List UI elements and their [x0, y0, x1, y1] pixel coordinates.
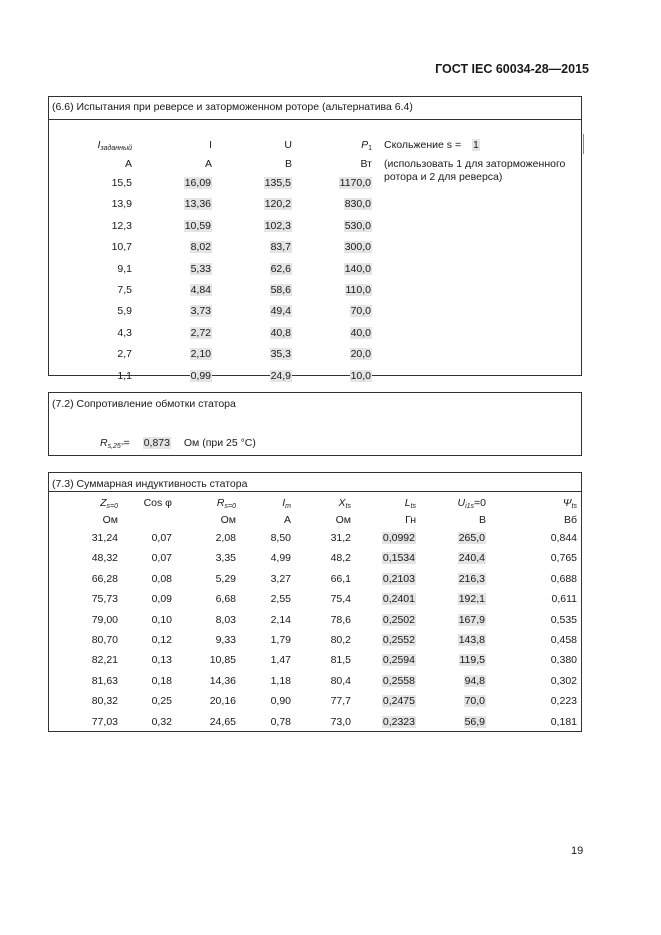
cell-7-3-value: 9,33: [215, 634, 236, 646]
cell-6-6: [170, 348, 212, 360]
cell-7-3-value: 73,0: [330, 715, 351, 728]
cell-7-3-value: 0,535: [550, 613, 577, 626]
cell-7-3: [507, 675, 577, 687]
section-6-6-side-rule: [583, 134, 584, 154]
cell-6-6-value: 70,0: [350, 305, 371, 318]
section-7-3-title-rule: [48, 491, 581, 492]
cell-7-3-value: 2,14: [270, 613, 291, 626]
cell-7-3-value: 3,27: [270, 572, 291, 585]
cell-6-6: [170, 305, 212, 317]
cell-6-6-value: 2,10: [190, 348, 211, 361]
cell-6-6: [330, 305, 372, 317]
cell-7-3-value: 1,18: [270, 674, 291, 687]
col-header-7-3: Cos φ: [143, 497, 172, 509]
cell-6-6: [60, 348, 132, 360]
cell-7-3-value: 0,2558: [382, 674, 415, 687]
cell-6-6-value: 300,0: [344, 241, 371, 254]
cell-7-3-value: 31,24: [91, 532, 118, 544]
cell-6-6-value: 5,9: [117, 305, 132, 318]
cell-7-3-value: 119,5: [459, 654, 485, 667]
col-header-p1: $P_1$: [361, 139, 372, 152]
cell-7-3: [281, 532, 351, 544]
unit-i-set: А: [124, 158, 132, 170]
cell-7-3-value: 216,3: [458, 572, 485, 585]
cell-6-6: [330, 220, 372, 232]
cell-6-6-value: 110,0: [345, 284, 371, 296]
cell-7-3-value: 48,2: [330, 552, 351, 565]
cell-7-3-value: 0,08: [151, 572, 172, 585]
cell-7-3-value: 0,90: [270, 695, 291, 708]
cell-6-6-value: 40,8: [270, 326, 291, 339]
cell-6-6: [330, 348, 372, 360]
cell-7-3: [346, 634, 416, 646]
cell-6-6: [330, 327, 372, 339]
cell-7-3-value: 0,688: [550, 572, 577, 585]
unit-p1: Вт: [360, 158, 372, 170]
cell-7-3: [102, 532, 172, 544]
unit-7-3: Ом: [335, 514, 351, 526]
cell-7-3: [346, 675, 416, 687]
cell-7-3-value: 0,13: [151, 654, 172, 667]
cell-7-3: [346, 573, 416, 585]
cell-7-3-value: 0,2475: [382, 695, 415, 708]
cell-7-3-value: 0,07: [151, 532, 172, 544]
cell-7-3: [416, 716, 486, 728]
cell-7-3-value: 80,2: [330, 634, 351, 646]
cell-7-3: [507, 634, 577, 646]
cell-7-3: [346, 532, 416, 544]
cell-6-6-value: 9,1: [117, 262, 132, 275]
cell-7-3-value: 81,5: [330, 654, 351, 667]
cell-7-3-value: 0,18: [151, 674, 172, 687]
unit-7-3: Гн: [405, 514, 416, 526]
cell-7-3: [416, 675, 486, 687]
cell-6-6: [60, 284, 132, 296]
cell-7-3: [416, 695, 486, 707]
cell-7-3: [346, 695, 416, 707]
cell-7-3-value: 2,55: [270, 593, 291, 606]
cell-7-3-value: 0,32: [151, 715, 172, 728]
cell-6-6: [250, 327, 292, 339]
cell-6-6-value: 13,36: [184, 198, 211, 211]
cell-6-6: [330, 370, 372, 382]
unit-7-3: Ом: [102, 514, 118, 526]
cell-7-3-value: 56,9: [464, 715, 485, 728]
cell-6-6-value: 58,6: [270, 284, 291, 296]
cell-7-3: [102, 614, 172, 626]
cell-6-6: [250, 284, 292, 296]
cell-7-3-value: 265,0: [458, 532, 485, 544]
cell-6-6-value: 10,59: [184, 219, 211, 232]
cell-7-3-value: 14,36: [209, 674, 236, 687]
document-code: ГОСТ IEC 60034-28—2015: [435, 62, 589, 76]
cell-7-3-value: 82,21: [91, 654, 118, 667]
cell-7-3-value: 0,458: [550, 634, 577, 646]
cell-6-6: [330, 284, 372, 296]
cell-6-6-value: 5,33: [190, 262, 211, 275]
cell-6-6: [250, 177, 292, 189]
cell-7-3-value: 78,6: [330, 613, 351, 626]
cell-6-6-value: 49,4: [270, 305, 291, 318]
col-header-7-3: $Z_{s=0}$: [100, 497, 118, 510]
cell-6-6: [250, 305, 292, 317]
cell-7-3-value: 0,223: [550, 695, 577, 708]
cell-6-6: [170, 327, 212, 339]
unit-7-3: Вб: [563, 514, 577, 526]
cell-7-3-value: 66,1: [330, 572, 351, 585]
cell-7-3: [102, 675, 172, 687]
cell-7-3-value: 0,611: [551, 593, 577, 606]
cell-6-6-value: 62,6: [270, 262, 291, 275]
cell-6-6-value: 12,3: [111, 219, 132, 232]
section-7-2-title: (7.2) Сопротивление обмотки статора: [52, 398, 236, 410]
cell-7-3-value: 66,28: [91, 572, 118, 585]
cell-7-3: [416, 552, 486, 564]
cell-6-6: [60, 327, 132, 339]
cell-7-3-value: 0,25: [151, 695, 172, 708]
slip-value: 1: [473, 139, 479, 151]
cell-7-3: [102, 716, 172, 728]
cell-7-3-value: 79,00: [91, 613, 118, 626]
cell-7-3-value: 5,29: [215, 572, 236, 585]
cell-7-3-value: 75,4: [330, 593, 351, 606]
cell-7-3: [416, 532, 486, 544]
col-header-7-3: $X_{ts}$: [338, 497, 351, 510]
cell-6-6: [170, 177, 212, 189]
cell-7-3-value: 0,1534: [382, 552, 415, 565]
col-header-u: U: [284, 139, 292, 151]
cell-7-3-value: 0,181: [550, 715, 577, 728]
cell-6-6-value: 830,0: [344, 198, 371, 211]
slip-note: (использовать 1 для заторможенного ротора и 2 для реверса): [384, 158, 566, 183]
cell-7-3-value: 1,47: [270, 654, 291, 667]
cell-7-3: [346, 614, 416, 626]
cell-7-3: [346, 593, 416, 605]
cell-7-3-value: 8,50: [270, 532, 291, 544]
cell-7-3-value: 0,2323: [382, 715, 415, 728]
col-header-7-3: $R_{s=0}$: [216, 497, 236, 510]
col-header-i: I: [209, 139, 212, 151]
cell-7-3-value: 0,10: [151, 613, 172, 626]
cell-7-3-value: 2,08: [215, 532, 236, 544]
cell-7-3-value: 0,09: [151, 593, 172, 606]
col-header-7-3: $U_{i1s}=0$: [457, 497, 486, 510]
cell-7-3: [507, 654, 577, 666]
col-header-i-set: $I_{заданный}$: [97, 139, 132, 152]
cell-7-3-value: 70,0: [464, 695, 485, 708]
cell-6-6: [250, 348, 292, 360]
cell-7-3: [102, 573, 172, 585]
cell-7-3: [102, 593, 172, 605]
cell-7-3-value: 0,2502: [382, 613, 415, 626]
cell-6-6-value: 24,9: [270, 369, 291, 382]
cell-7-3: [281, 675, 351, 687]
unit-7-3: Ом: [220, 514, 236, 526]
cell-6-6: [330, 241, 372, 253]
cell-6-6: [170, 370, 212, 382]
cell-7-3: [416, 573, 486, 585]
stator-resistance-unit: Ом (при 25 °С): [183, 437, 256, 449]
cell-7-3: [416, 593, 486, 605]
cell-6-6: [330, 198, 372, 210]
cell-7-3-value: 0,78: [270, 715, 291, 728]
cell-6-6-value: 13,9: [111, 198, 132, 211]
cell-6-6: [170, 263, 212, 275]
cell-6-6: [60, 177, 132, 189]
cell-6-6: [60, 241, 132, 253]
cell-6-6: [330, 177, 372, 189]
stator-resistance-value: 0,873: [143, 437, 170, 449]
unit-7-3: А: [283, 514, 291, 526]
cell-7-3-value: 77,7: [330, 695, 351, 708]
cell-7-3-value: 1,79: [270, 634, 291, 646]
cell-7-3-value: 0,844: [550, 532, 577, 544]
cell-6-6: [250, 263, 292, 275]
cell-7-3: [507, 716, 577, 728]
cell-7-3: [281, 614, 351, 626]
cell-6-6-value: 4,3: [117, 326, 132, 339]
cell-6-6: [60, 263, 132, 275]
cell-6-6-value: 20,0: [350, 348, 371, 361]
cell-6-6-value: 530,0: [344, 219, 371, 232]
unit-u: В: [284, 158, 292, 170]
cell-7-3: [416, 634, 486, 646]
cell-6-6-value: 4,84: [190, 284, 211, 296]
cell-7-3-value: 0,765: [550, 552, 577, 565]
cell-6-6-value: 102,3: [264, 219, 291, 232]
cell-7-3: [102, 634, 172, 646]
cell-7-3-value: 24,65: [209, 715, 236, 728]
cell-7-3: [416, 654, 486, 666]
cell-6-6-value: 8,02: [190, 241, 211, 254]
col-header-7-3: $L_{ts}$: [404, 497, 416, 510]
cell-7-3-value: 81,63: [91, 674, 118, 687]
section-7-3-title: (7.3) Суммарная индуктивность статора: [52, 478, 248, 490]
cell-7-3-value: 80,4: [330, 674, 351, 687]
cell-7-3: [507, 695, 577, 707]
cell-7-3: [507, 532, 577, 544]
cell-7-3: [281, 654, 351, 666]
cell-7-3: [346, 654, 416, 666]
cell-6-6-value: 2,7: [117, 348, 132, 361]
cell-7-3: [102, 552, 172, 564]
cell-7-3-value: 48,32: [91, 552, 118, 565]
cell-7-3-value: 0,2103: [382, 572, 415, 585]
cell-7-3: [102, 695, 172, 707]
cell-6-6: [250, 220, 292, 232]
unit-7-3: В: [478, 514, 486, 526]
cell-7-3-value: 0,380: [550, 654, 577, 667]
cell-6-6-value: 10,7: [111, 241, 132, 254]
section-6-6-title: (6.6) Испытания при реверсе и заторможенном роторе (альтернатива 6.4): [52, 101, 413, 113]
cell-7-3-value: 75,73: [91, 593, 118, 606]
col-header-7-3: $\Psi_{ts}$: [562, 497, 577, 510]
cell-7-3-value: 0,2594: [382, 654, 415, 667]
cell-7-3: [281, 573, 351, 585]
cell-7-3: [416, 614, 486, 626]
cell-7-3: [507, 552, 577, 564]
col-header-7-3: $I_m$: [282, 497, 291, 510]
cell-6-6-value: 7,5: [117, 284, 132, 296]
cell-6-6: [170, 284, 212, 296]
cell-7-3: [507, 573, 577, 585]
cell-7-3-value: 0,07: [151, 552, 172, 565]
cell-7-3-value: 4,99: [270, 552, 291, 565]
cell-6-6: [250, 198, 292, 210]
cell-6-6: [250, 241, 292, 253]
cell-6-6-value: 2,72: [190, 326, 211, 339]
cell-7-3-value: 0,0992: [382, 532, 415, 544]
cell-6-6-value: 140,0: [344, 262, 371, 275]
cell-7-3: [507, 614, 577, 626]
cell-6-6-value: 135,5: [264, 177, 291, 189]
cell-6-6-value: 83,7: [270, 241, 291, 254]
cell-7-3-value: 3,35: [215, 552, 236, 565]
cell-6-6: [170, 220, 212, 232]
cell-7-3-value: 10,85: [209, 654, 236, 667]
cell-7-3: [281, 716, 351, 728]
cell-6-6-value: 1170,0: [339, 177, 371, 189]
cell-6-6: [60, 370, 132, 382]
cell-6-6-value: 3,73: [190, 305, 211, 318]
cell-7-3-value: 8,03: [215, 613, 236, 626]
section-6-6-title-rule: [48, 119, 581, 120]
cell-6-6: [60, 305, 132, 317]
cell-7-3: [507, 593, 577, 605]
cell-7-3: [281, 552, 351, 564]
cell-7-3-value: 240,4: [458, 552, 485, 565]
cell-7-3-value: 94,8: [464, 674, 485, 687]
cell-7-3-value: 77,03: [91, 715, 118, 728]
cell-7-3: [281, 634, 351, 646]
cell-7-3-value: 6,68: [215, 593, 236, 606]
cell-7-3: [102, 654, 172, 666]
unit-i: А: [204, 158, 212, 170]
cell-6-6-value: 40,0: [350, 326, 371, 339]
cell-7-3-value: 80,70: [91, 634, 118, 646]
cell-6-6: [330, 263, 372, 275]
cell-6-6-value: 0,99: [190, 369, 211, 382]
cell-7-3: [346, 552, 416, 564]
cell-7-3-value: 167,9: [458, 613, 485, 626]
cell-7-3: [281, 593, 351, 605]
cell-6-6-value: 16,09: [184, 177, 211, 189]
cell-6-6: [60, 220, 132, 232]
cell-6-6-value: 15,5: [111, 177, 132, 189]
slip-label: Скольжение s = 1: [384, 139, 479, 151]
cell-6-6: [60, 198, 132, 210]
cell-7-3-value: 0,2552: [382, 634, 415, 646]
cell-7-3: [346, 716, 416, 728]
cell-6-6-value: 120,2: [264, 198, 291, 211]
cell-7-3-value: 0,302: [550, 674, 577, 687]
cell-7-3-value: 0,2401: [382, 593, 415, 606]
cell-7-3-value: 31,2: [330, 532, 351, 544]
cell-7-3: [281, 695, 351, 707]
cell-6-6: [170, 198, 212, 210]
page-number: 19: [571, 845, 584, 857]
stator-resistance-line: $R_{s,25^\circ}= 0,873$ Ом (при 25 °С): [100, 437, 256, 450]
cell-6-6: [170, 241, 212, 253]
cell-7-3-value: 80,32: [91, 695, 118, 708]
cell-7-3-value: 0,12: [151, 634, 172, 646]
cell-6-6-value: 1,1: [117, 369, 132, 382]
cell-7-3-value: 20,16: [209, 695, 236, 708]
cell-7-3-value: 143,8: [458, 634, 485, 646]
cell-6-6-value: 10,0: [350, 369, 371, 382]
cell-6-6-value: 35,3: [270, 348, 291, 361]
cell-6-6: [250, 370, 292, 382]
cell-7-3-value: 192,1: [458, 593, 485, 606]
